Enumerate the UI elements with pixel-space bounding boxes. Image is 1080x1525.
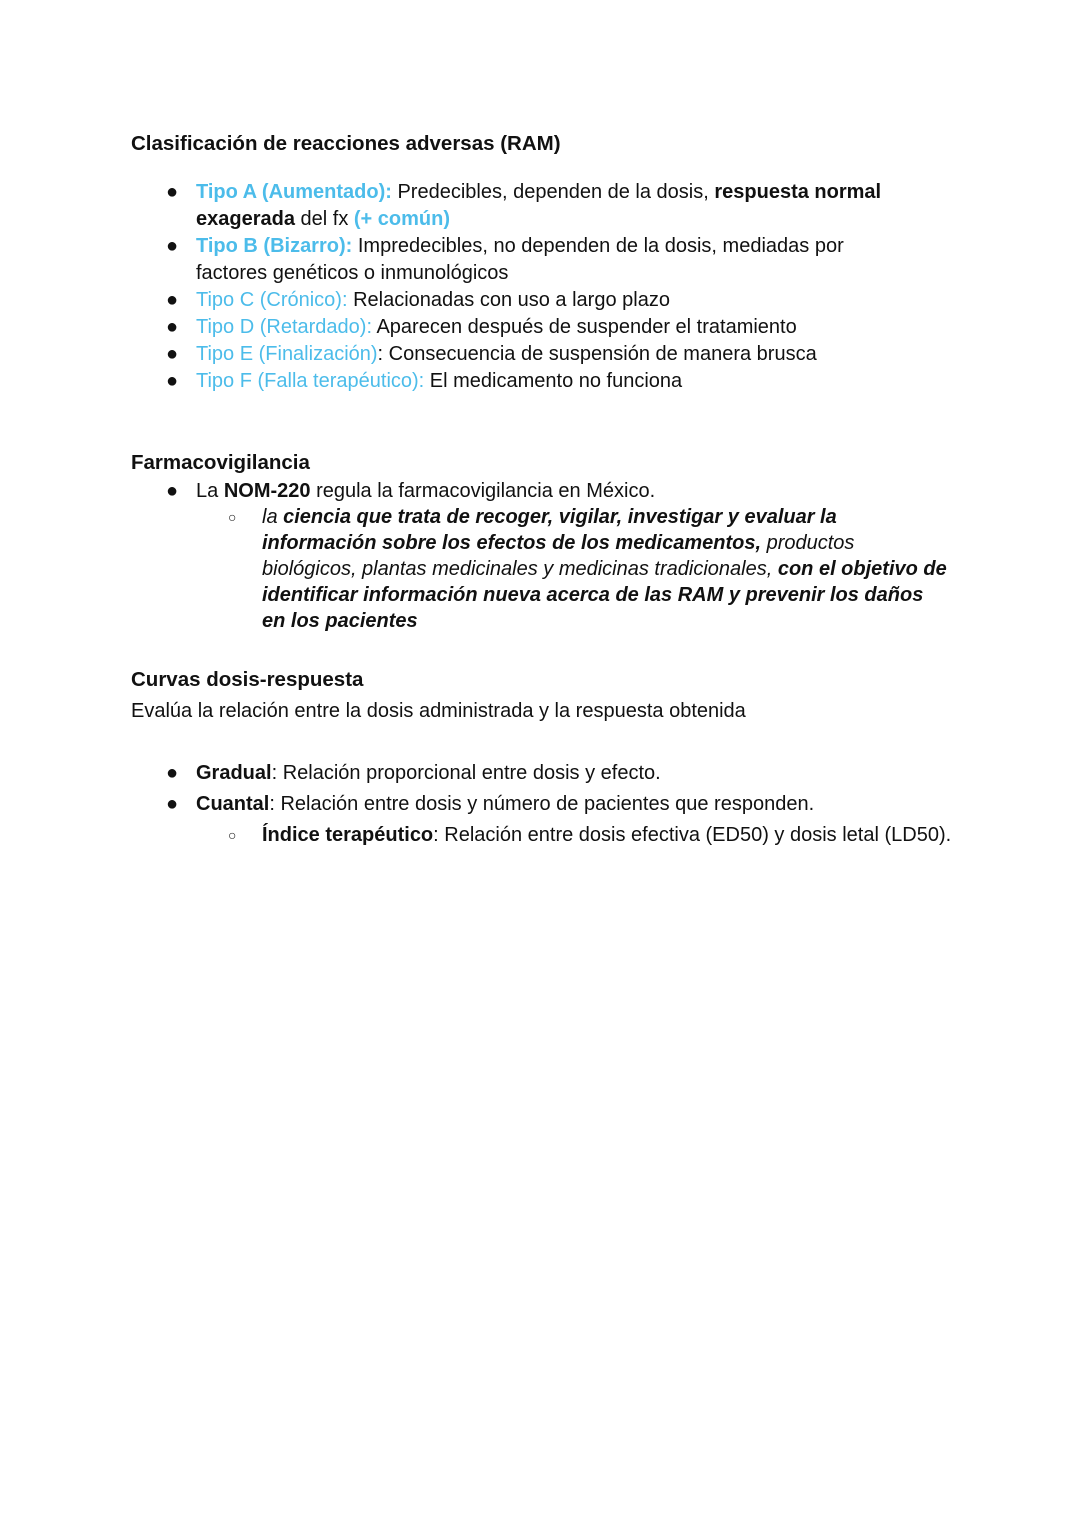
curvas-heading: Curvas dosis-respuesta bbox=[131, 668, 364, 691]
list-item: ● La NOM-220 regula la farmacovigilancia en México. bbox=[166, 480, 656, 502]
bullet-icon: ● bbox=[166, 343, 179, 365]
bullet-icon: ● bbox=[166, 181, 179, 203]
bullet-icon: ● bbox=[166, 762, 179, 784]
bullet-icon: ● bbox=[166, 370, 179, 392]
farmacovigilancia-heading: Farmacovigilancia bbox=[131, 451, 310, 474]
ram-section bbox=[131, 131, 561, 157]
list-item: ● Tipo A (Aumentado): Predecibles, dependen de la dosis, respuesta normal exagerada del fx (+ común) bbox=[166, 181, 882, 230]
bullet-icon: ● bbox=[166, 316, 179, 338]
list-item: ● Gradual: Relación proporcional entre dosis y efecto. bbox=[131, 758, 952, 789]
list-item: ● Tipo C (Crónico): Relacionadas con uso a largo plazo bbox=[131, 287, 916, 314]
list-item: ● Cuantal: Relación entre dosis y número de pacientes que responden. bbox=[131, 789, 952, 820]
bullet-icon: ● bbox=[166, 289, 179, 311]
list-item: ● Tipo E (Finalización): Consecuencia de suspensión de manera brusca bbox=[131, 341, 916, 368]
list-item: ● Tipo F (Falla terapéutico): El medicamento no funciona bbox=[131, 368, 916, 395]
curvas-section bbox=[131, 667, 746, 724]
farmacovigilancia-section bbox=[131, 450, 310, 476]
hollow-bullet-icon: ○ bbox=[228, 509, 237, 525]
ram-heading: Clasificación de reacciones adversas (RAM) bbox=[131, 132, 561, 155]
curvas-list bbox=[131, 758, 952, 851]
bullet-icon: ● bbox=[166, 793, 179, 815]
list-item: ● Tipo D (Retardado): Aparecen después de suspender el tratamiento bbox=[131, 314, 916, 341]
sub-list-item: ○ Índice terapéutico: Relación entre dosis efectiva (ED50) y dosis letal (LD50). bbox=[131, 820, 952, 851]
hollow-bullet-icon: ○ bbox=[228, 827, 237, 843]
curvas-intro: Evalúa la relación entre la dosis administrada y la respuesta obtenida bbox=[131, 700, 746, 722]
farmacovigilancia-list bbox=[131, 478, 952, 634]
bullet-icon: ● bbox=[166, 235, 179, 257]
list-item: ● Tipo B (Bizarro): Impredecibles, no dependen de la dosis, mediadas por factores genéticos o inmunológicos bbox=[166, 235, 844, 284]
ram-list bbox=[131, 179, 916, 395]
sub-list-item: ○ la ciencia que trata de recoger, vigilar, investigar y evaluar la información sobre los efectos de los medicamentos, productos biológicos, plantas medicinales y medicinas tradicionales, con el objetivo de identificar información nueva acerca de las RAM y prevenir los daños en los pacientes bbox=[228, 506, 947, 632]
bullet-icon: ● bbox=[166, 480, 179, 502]
